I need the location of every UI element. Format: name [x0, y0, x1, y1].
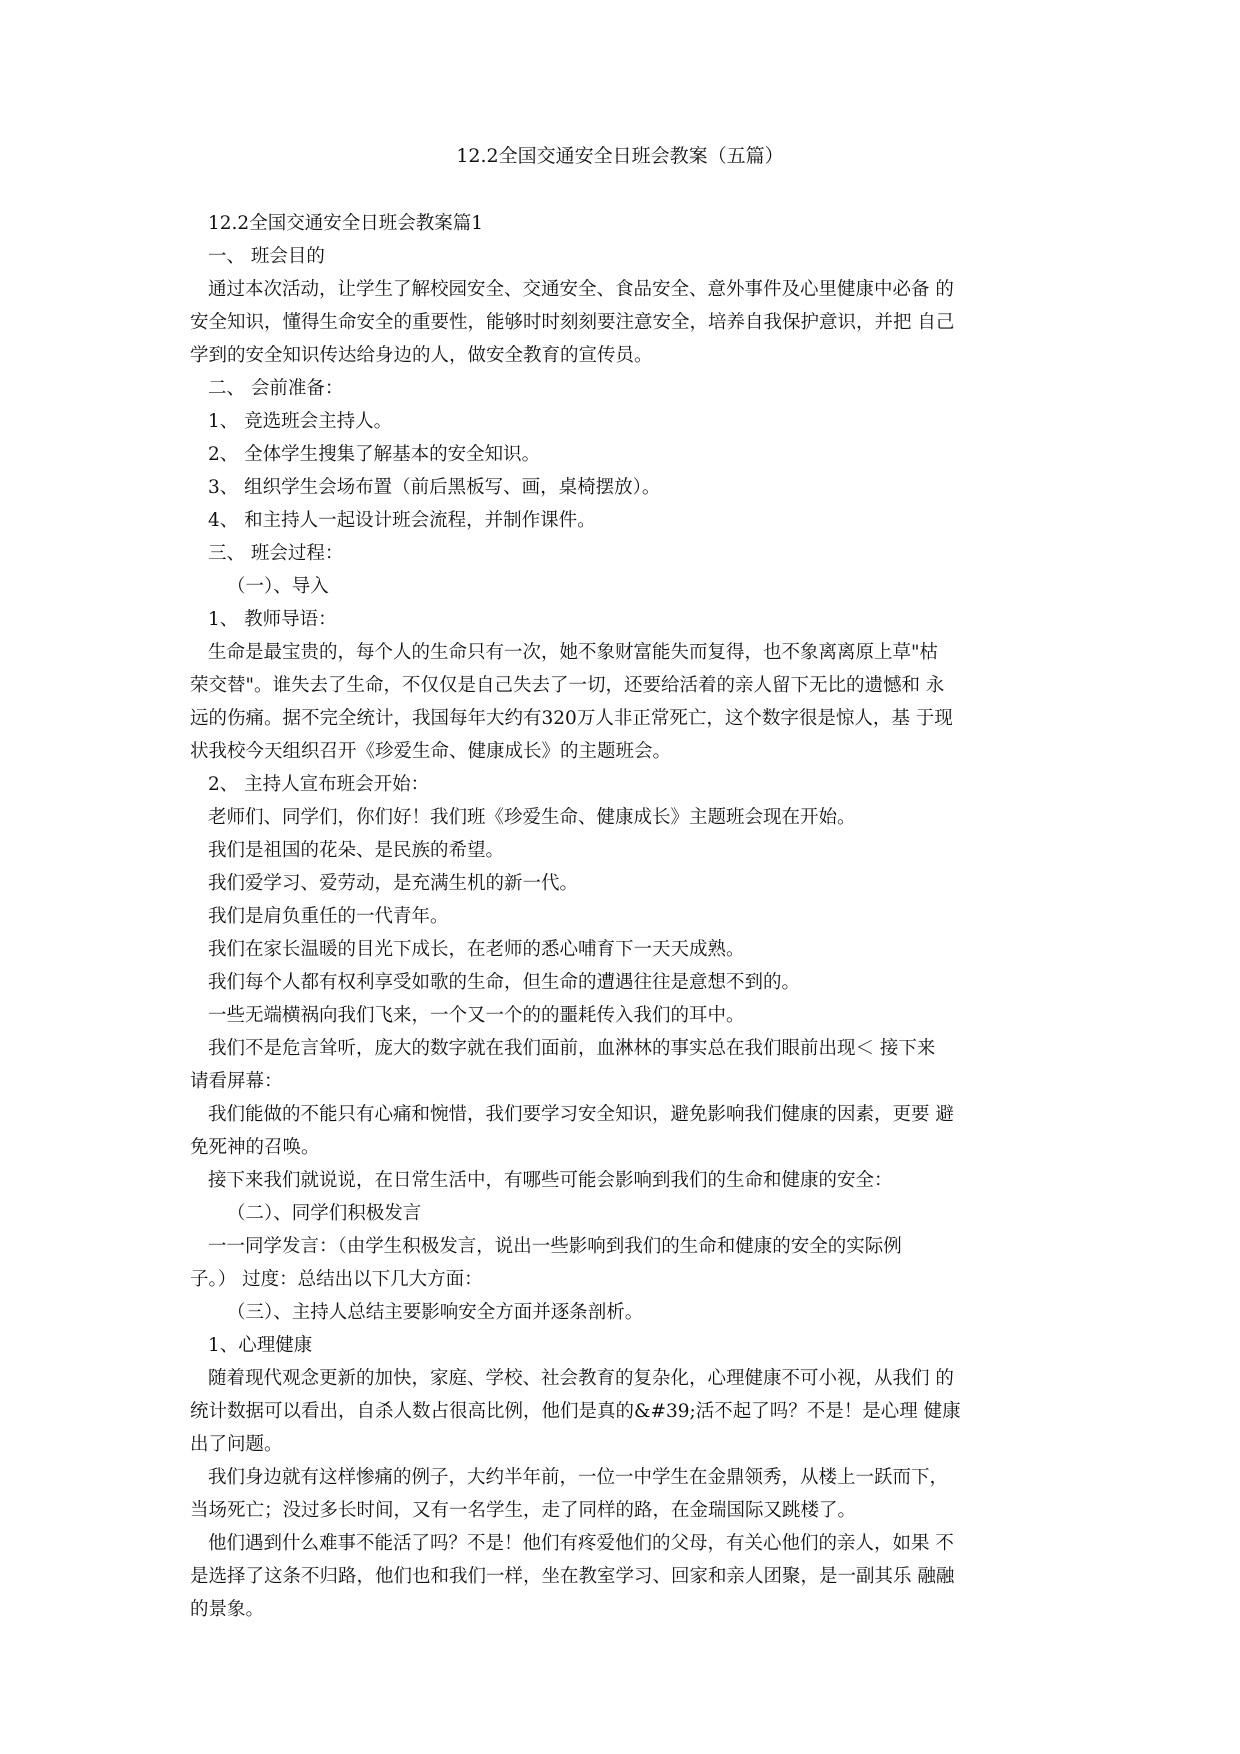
- text-line: 一些无端横祸向我们飞来，一个又一个的的噩耗传入我们的耳中。: [208, 1005, 745, 1026]
- text-line: 4、 和主持人一起设计班会流程，并制作课件。: [208, 510, 596, 531]
- text-line: 我们能做的不能只有心痛和惋惜，我们要学习安全知识，避免影响我们健康的因素，更要 避: [208, 1104, 954, 1125]
- text-line: 我们是肩负重任的一代青年。: [208, 906, 449, 927]
- document-title: 12.2全国交通安全日班会教案（五篇）: [456, 145, 784, 167]
- text-line: 学到的安全知识传达给身边的人，做安全教育的宣传员。: [190, 345, 653, 366]
- text-line: 接下来我们就说说，在日常生活中，有哪些可能会影响到我们的生命和健康的安全：: [208, 1170, 893, 1191]
- text-line: 子。） 过度：总结出以下几大方面：: [190, 1269, 483, 1290]
- text-line: 老师们、同学们，你们好！我们班《珍爱生命、健康成长》主题班会现在开始。: [208, 807, 856, 828]
- text-line: 安全知识，懂得生命安全的重要性，能够时时刻刻要注意安全，培养自我保护意识，并把 自己: [190, 312, 955, 333]
- text-line: （二）、同学们积极发言: [227, 1203, 422, 1224]
- document-body: [190, 207, 1052, 1626]
- text-line: 3、 组织学生会场布置（前后黑板写、画，桌椅摆放）。: [208, 477, 661, 498]
- text-line: （一）、导入: [227, 576, 329, 597]
- text-line: 他们遇到什么难事不能活了吗？不是！他们有疼爱他们的父母，有关心他们的亲人，如果 不: [208, 1533, 954, 1554]
- text-line: 出了问题。: [190, 1434, 283, 1455]
- text-line: 状我校今天组织召开《珍爱生命、健康成长》的主题班会。: [190, 741, 672, 762]
- text-line: 通过本次活动，让学生了解校园安全、交通安全、食品安全、意外事件及心里健康中必备 的: [208, 279, 954, 300]
- text-line: 我们不是危言耸听，庞大的数字就在我们面前，血淋林的事实总在我们眼前出现＜ 接下来: [208, 1038, 936, 1059]
- text-line: 一一同学发言：（由学生积极发言，说出一些影响到我们的生命和健康的安全的实际例: [208, 1236, 902, 1257]
- text-line: 12.2全国交通安全日班会教案篇1: [208, 213, 483, 234]
- text-line: 统计数据可以看出，自杀人数占很高比例，他们是真的&#39;活不起了吗？不是！是心理 健康: [190, 1401, 961, 1422]
- text-line: 三、 班会过程：: [208, 543, 344, 564]
- text-line: 2、 主持人宣布班会开始：: [208, 774, 430, 795]
- text-line: 我们身边就有这样惨痛的例子，大约半年前，一位一中学生在金鼎领秀，从楼上一跃而下，: [208, 1467, 949, 1488]
- text-line: 是选择了这条不归路，他们也和我们一样，坐在教室学习、回家和亲人团聚，是一副其乐 融融: [190, 1566, 955, 1587]
- text-line: 我们爱学习、爱劳动，是充满生机的新一代。: [208, 873, 579, 894]
- text-line: 的景象。: [190, 1599, 265, 1620]
- text-line: 我们在家长温暖的目光下成长，在老师的悉心哺育下一天天成熟。: [208, 939, 745, 960]
- text-line: 远的伤痛。据不完全统计，我国每年大约有320万人非正常死亡，这个数字很是惊人，基 于现: [190, 708, 953, 729]
- text-line: 随着现代观念更新的加快，家庭、学校、社会教育的复杂化，心理健康不可小视，从我们 的: [208, 1368, 954, 1389]
- text-line: 2、 全体学生搜集了解基本的安全知识。: [208, 444, 541, 465]
- text-line: 我们是祖国的花朵、是民族的希望。: [208, 840, 505, 861]
- text-line: （三）、主持人总结主要影响安全方面并逐条剖析。: [227, 1302, 644, 1323]
- text-line: 1、心理健康: [208, 1335, 313, 1356]
- text-line: 荣交替"。谁失去了生命，不仅仅是自己失去了一切，还要给活着的亲人留下无比的遗憾和 永: [190, 675, 945, 696]
- text-line: 我们每个人都有权利享受如歌的生命，但生命的遭遇往往是意想不到的。: [208, 972, 801, 993]
- text-line: 免死神的召唤。: [190, 1137, 320, 1158]
- text-line: 1、 竞选班会主持人。: [208, 411, 393, 432]
- text-line: 1、 教师导语：: [208, 609, 337, 630]
- text-line: 请看屏幕：: [190, 1071, 283, 1092]
- text-line: 生命是最宝贵的，每个人的生命只有一次，她不象财富能失而复得，也不象离离原上草"枯: [208, 642, 939, 663]
- text-line: 二、 会前准备：: [208, 378, 344, 399]
- text-line: 当场死亡；没过多长时间，又有一名学生，走了同样的路，在金瑞国际又跳楼了。: [190, 1500, 857, 1521]
- text-line: 一、 班会目的: [208, 246, 325, 267]
